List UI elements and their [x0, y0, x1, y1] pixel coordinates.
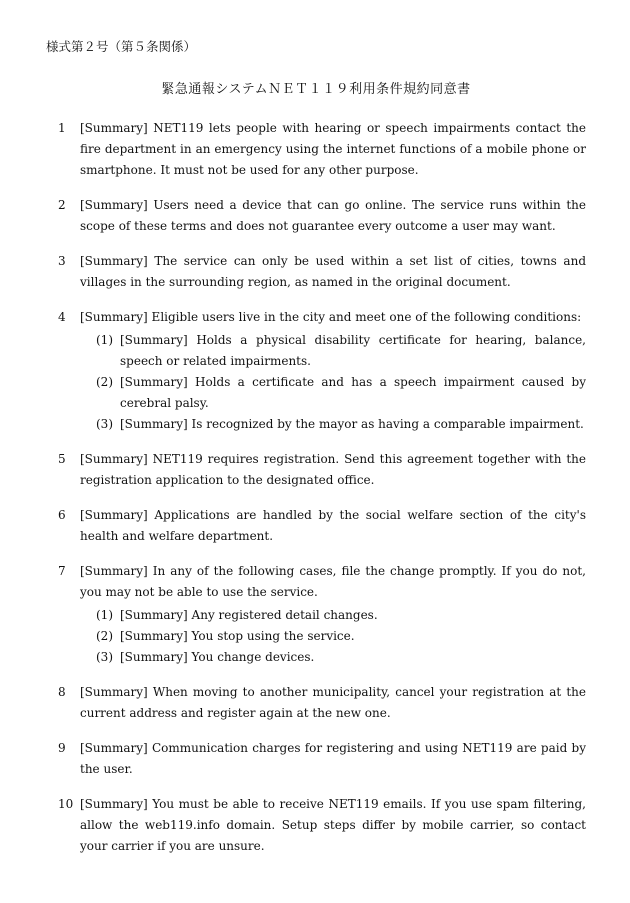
- clause-body: [80, 449, 586, 491]
- clause-7: [46, 561, 586, 668]
- clause-text: [Summary] Eligible users live in the city and meet one of the following conditions:: [80, 310, 582, 324]
- clause-number: 8: [58, 685, 66, 699]
- clause-body: [80, 561, 586, 668]
- clause-text: [Summary] In any of the following cases, file the change promptly. If you do not, you may not be able to use the service.: [80, 564, 586, 599]
- sub-item-list: [80, 330, 586, 435]
- sub-item-text: [Summary] You change devices.: [120, 650, 315, 664]
- clause-body: [80, 195, 586, 237]
- clause-body: [80, 505, 586, 547]
- sub-item-number: (3): [96, 417, 113, 431]
- clause-text: [Summary] NET119 lets people with hearing or speech impairments contact the fire department in an emergency using the internet functions of a mobile phone or smartphone. It must not be used for any other purpose.: [80, 121, 586, 177]
- sub-item: [80, 372, 586, 414]
- clause-6: [46, 505, 586, 547]
- clause-number: 9: [58, 741, 66, 755]
- clause-4: [46, 307, 586, 435]
- sub-item-number: (3): [96, 650, 113, 664]
- clause-10: [46, 794, 586, 857]
- clause-body: [80, 682, 586, 724]
- sub-item-text: [Summary] You stop using the service.: [120, 629, 355, 643]
- clause-body: [80, 118, 586, 181]
- clause-number: 5: [58, 452, 66, 466]
- clause-number: 4: [58, 310, 66, 324]
- sub-item: [80, 626, 586, 647]
- sub-item: [80, 647, 586, 668]
- clause-text: [Summary] You must be able to receive NET119 emails. If you use spam filtering, allow the web119.info domain. Setup steps differ by mobile carrier, so contact your carrier if you are unsure.: [80, 797, 586, 853]
- clause-number: 2: [58, 198, 66, 212]
- clause-3: [46, 251, 586, 293]
- clause-text: [Summary] The service can only be used within a set list of cities, towns and villages in the surrounding region, as named in the original document.: [80, 254, 586, 289]
- clause-number: 10: [58, 797, 74, 811]
- clause-body: [80, 794, 586, 857]
- clause-body: [80, 307, 586, 435]
- clause-text: [Summary] NET119 requires registration. Send this agreement together with the registration application to the designated office.: [80, 452, 586, 487]
- sub-item-text: [Summary] Is recognized by the mayor as having a comparable impairment.: [120, 417, 584, 431]
- clause-2: [46, 195, 586, 237]
- clause-1: [46, 118, 586, 181]
- sub-item-number: (2): [96, 629, 113, 643]
- sub-item-text: [Summary] Holds a physical disability certificate for hearing, balance, speech or related impairments.: [120, 333, 586, 368]
- clause-text: [Summary] Communication charges for registering and using NET119 are paid by the user.: [80, 741, 586, 776]
- clause-text: [Summary] When moving to another municipality, cancel your registration at the current address and register again at the new one.: [80, 685, 586, 720]
- sub-item-number: (1): [96, 333, 113, 347]
- clause-list: [46, 118, 586, 857]
- clause-number: 3: [58, 254, 66, 268]
- clause-number: 6: [58, 508, 66, 522]
- sub-item: [80, 414, 586, 435]
- clause-text: [Summary] Users need a device that can go online. The service runs within the scope of these terms and does not guarantee every outcome a user may want.: [80, 198, 586, 233]
- form-number: 様式第２号（第５条関係）: [46, 39, 197, 54]
- sub-item: [80, 330, 586, 372]
- sub-item: [80, 605, 586, 626]
- clause-5: [46, 449, 586, 491]
- clause-number: 1: [58, 121, 66, 135]
- document-title: 緊急通報システムＮＥＴ１１９利用条件規約同意書: [161, 82, 471, 97]
- clause-number: 7: [58, 564, 66, 578]
- clause-body: [80, 738, 586, 780]
- clause-text: [Summary] Applications are handled by the social welfare section of the city's health and welfare department.: [80, 508, 586, 543]
- sub-item-text: [Summary] Holds a certificate and has a speech impairment caused by cerebral palsy.: [120, 375, 586, 410]
- sub-item-number: (1): [96, 608, 113, 622]
- clause-body: [80, 251, 586, 293]
- sub-item-text: [Summary] Any registered detail changes.: [120, 608, 378, 622]
- clause-8: [46, 682, 586, 724]
- sub-item-list: [80, 605, 586, 668]
- sub-item-number: (2): [96, 375, 113, 389]
- clause-9: [46, 738, 586, 780]
